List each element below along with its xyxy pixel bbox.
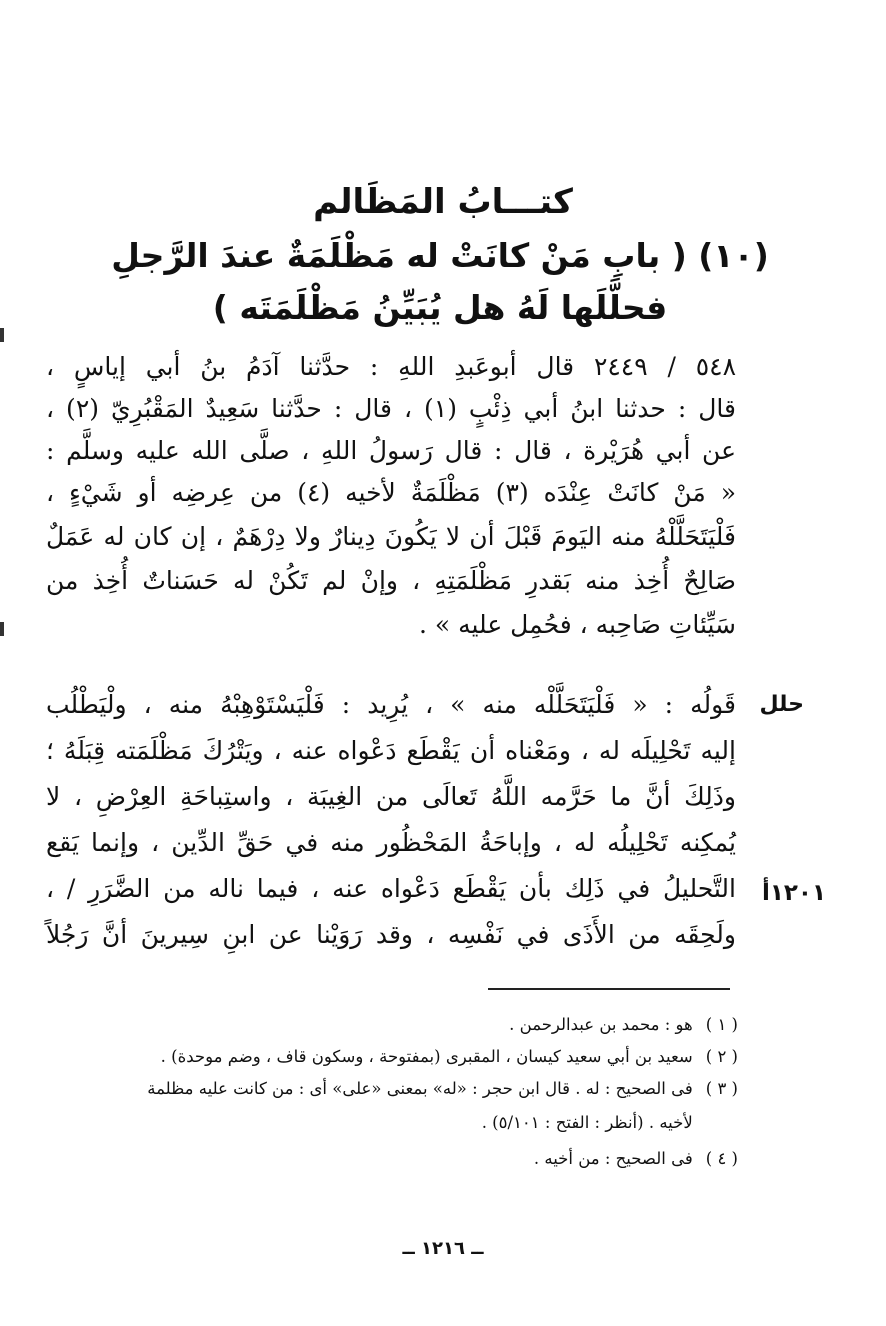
scan-edge-mark <box>0 622 4 636</box>
hadith-line: فَلْيَتَحَلَّلْهُ منه اليَومَ قَبْلَ أن لا يَكُونَ دِينارٌ ولا دِرْهَمٌ ، إن كان له عَمَلٌ <box>46 522 736 551</box>
hadith-line: عن أبي هُرَيْرة ، قال : قال رَسولُ اللهِ ، صلَّى الله عليه وسلَّم : <box>46 436 736 465</box>
footnote-text: فى الصحيح : له . قال ابن حجر : «له» بمعنى «على» أى : من كانت عليه مظلمة <box>147 1079 693 1098</box>
footnote-continuation <box>48 1112 738 1134</box>
footnote-text: سعيد بن أبي سعيد كيسان ، المقبرى (بمفتوحة ، وسكون قاف ، وضم موحدة) . <box>160 1047 693 1066</box>
footnote-number: ( ٣ ) <box>705 1079 738 1098</box>
commentary-line: إليه تَحْلِيلَه له ، ومَعْناه أن يَقْطَع دَعْواه عنه ، ويَتْرُكَ مَظْلَمَته قِبَلَهُ ؛ <box>46 736 736 765</box>
footnote-number: ( ١ ) <box>705 1015 738 1034</box>
footnote-text: فى الصحيح : من أخيه . <box>533 1149 693 1168</box>
commentary-line: التَّحليلُ في ذَلِك بأن يَقْطَع دَعْواه عنه ، فيما ناله من الضَّرَرِ / ، <box>46 874 736 903</box>
commentary-line: قَولُه : « فَلْيَتَحَلَّلْه منه » ، يُرِيد : فَلْيَسْتَوْهِبْهُ منه ، ولْيَطْلُب <box>46 690 736 719</box>
footnote-separator <box>488 988 730 990</box>
commentary-label: حلل <box>759 692 804 717</box>
scan-edge-mark <box>0 328 4 342</box>
footnote <box>48 1046 738 1068</box>
footnote <box>48 1078 738 1100</box>
footnote-text: لأخيه . (أنظر : الفتح : ٥/١٠١) . <box>481 1113 693 1132</box>
commentary-line: يُمكِنه تَحْلِيلُه له ، وإباحَةُ المَحْظُور منه في حَقِّ الدِّين ، وإنما يَقع <box>46 828 736 857</box>
commentary-line: ولَحِقَه من الأَذَى في نَفْسِه ، وقد رَوَيْنا عن ابنِ سِيرينَ أنَّ رَجُلاً <box>46 920 736 949</box>
hadith-line: قال : حدثنا ابنُ أبي ذِئْبٍ (١) ، قال : حدَّثنا سَعِيدٌ المَقْبُرِيّ (٢) ، <box>46 394 736 423</box>
hadith-line: ٥٤٨ / ٢٤٤٩ قال أبوعَبدِ اللهِ : حدَّثنا آدَمُ بنُ أبي إياسٍ ، <box>46 352 737 381</box>
commentary-line: وذَلِكَ أنَّ ما حَرَّمه اللَّهُ تَعالَى من الغِيبَة ، واستِباحَةِ العِرْضِ ، لا <box>46 782 736 811</box>
chapter-heading-line-2: فحلَّلَها لَهُ هل يُبَيِّنُ مَظْلَمَتَه ) <box>212 288 668 327</box>
footnote <box>48 1148 738 1170</box>
page-number: ــ ١٢١٦ ــ <box>402 1238 484 1259</box>
footnote <box>48 1014 738 1036</box>
chapter-heading-line-1: (١٠) ( بابِ مَنْ كانَتْ له مَظْلَمَةٌ عندَ الرَّجلِ <box>111 236 769 275</box>
hadith-line: صَالِحٌ أُخِذ منه بَقدرِ مَظْلَمَتِهِ ، وإنْ لم تَكُنْ له حَسَناتٌ أُخِذ من <box>46 566 736 595</box>
footnote-number: ( ٢ ) <box>705 1047 738 1066</box>
hadith-line: سَيِّئاتِ صَاحِبه ، فحُمِل عليه » . <box>418 610 736 639</box>
footnote-number: ( ٤ ) <box>705 1149 738 1168</box>
book-title: كتـــابُ المَظَالم <box>313 182 573 222</box>
manuscript-folio-number: ١٢٠١أ <box>761 880 826 906</box>
footnote-text: هو : محمد بن عبدالرحمن . <box>509 1015 693 1034</box>
hadith-line: « مَنْ كانَتْ عِنْدَه (٣) مَظْلَمَةٌ لأخيه (٤) من عِرضِه أو شَيْءٍ ، <box>46 478 736 507</box>
